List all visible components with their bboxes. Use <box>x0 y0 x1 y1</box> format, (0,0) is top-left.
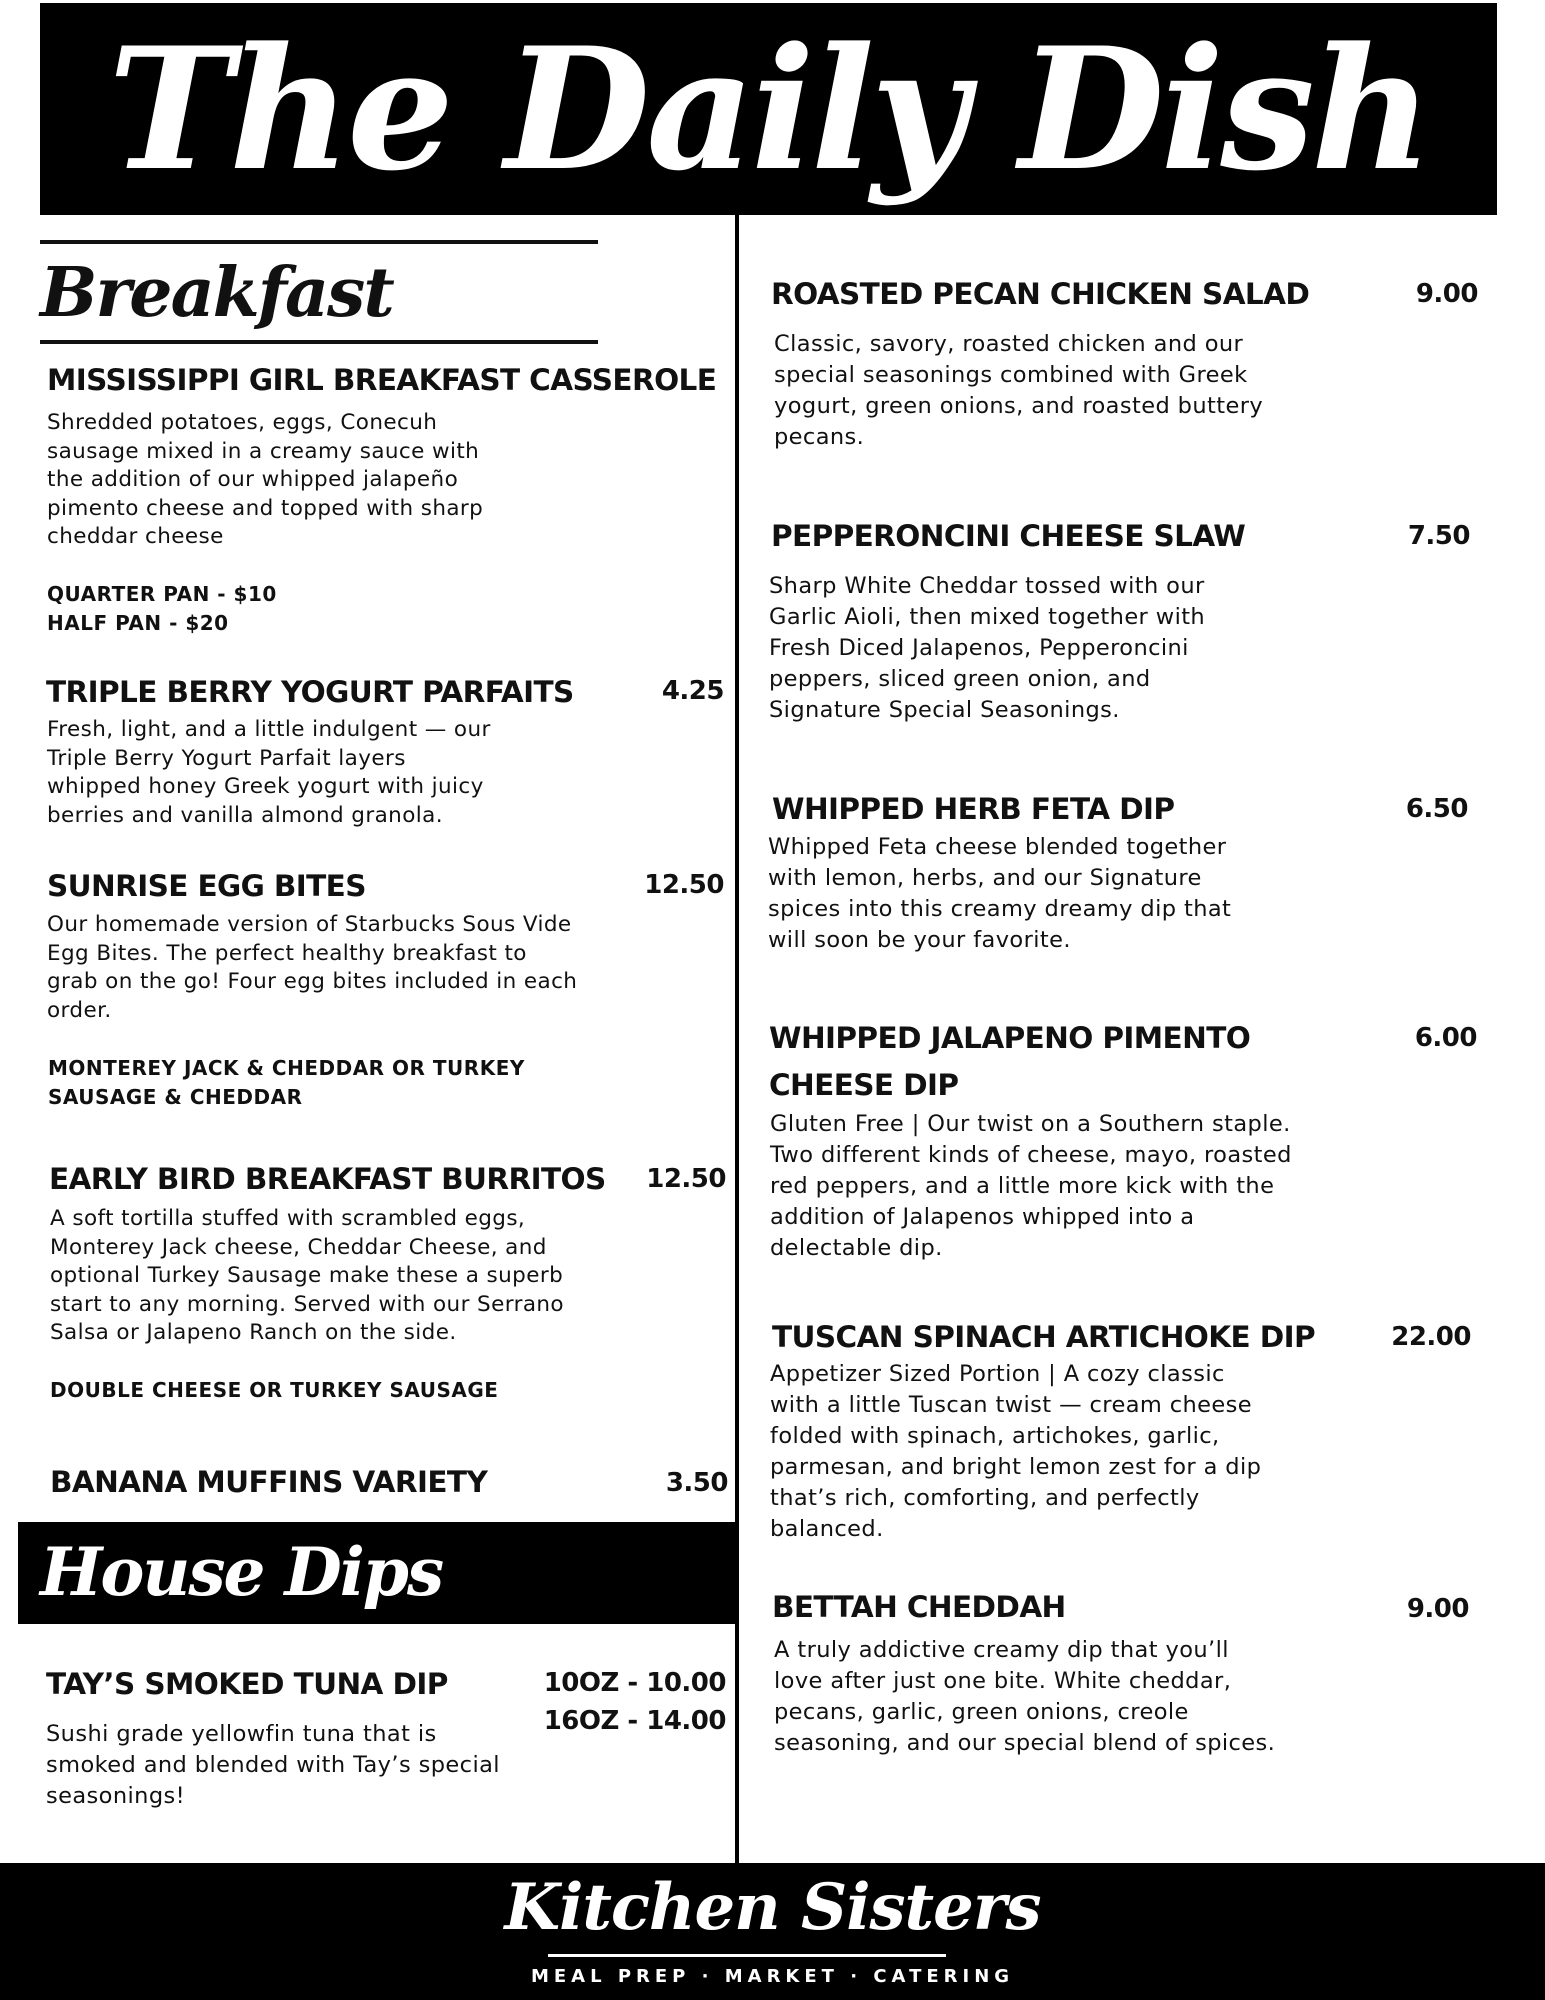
breakfast-rule-bottom <box>40 340 598 344</box>
menu-item-description: Sharp White Cheddar tossed with our Garlic Aioli, then mixed together with Fresh Diced Jalapenos, Pepperoncini peppers, sliced green onion, and Signature Special Seasonings. <box>769 573 1206 723</box>
menu-item-description: Classic, savory, roasted chicken and our special seasonings combined with Greek yogurt, green onions, and roasted buttery pecans. <box>774 331 1264 450</box>
footer-brand-logo: Kitchen Sisters <box>504 1870 1041 1945</box>
menu-item-title: WHIPPED JALAPENO PIMENTO <box>769 1021 1251 1055</box>
menu-item-title: SUNRISE EGG BITES <box>47 869 366 903</box>
menu-item-price: 9.00 <box>1406 1594 1469 1624</box>
menu-item-title: TRIPLE BERRY YOGURT PARFAITS <box>46 675 574 709</box>
menu-item-price: 9.00 <box>1415 279 1478 309</box>
menu-item-title: MISSISSIPPI GIRL BREAKFAST CASSEROLE <box>47 363 717 397</box>
menu-item-price: 12.50 <box>644 870 724 900</box>
menu-item-description: Sushi grade yellowfin tuna that is smoked and blended with Tay’s special seasonings! <box>46 1721 500 1809</box>
menu-item-price: 12.50 <box>646 1164 726 1194</box>
menu-item-title: TAY’S SMOKED TUNA DIP <box>46 1667 448 1701</box>
menu-item-price: 3.50 <box>665 1468 728 1498</box>
menu-item-options: MONTEREY JACK & CHEDDAR OR TURKEY SAUSAGE & CHEDDAR <box>48 1056 525 1109</box>
menu-item-description: Gluten Free | Our twist on a Southern staple. Two different kinds of cheese, mayo, roasted red peppers, and a little more kick with the addition of Jalapenos whipped into a delectable dip. <box>770 1111 1292 1261</box>
menu-item-description: Whipped Feta cheese blended together with lemon, herbs, and our Signature spices into this creamy dreamy dip that will soon be your favorite. <box>768 834 1232 953</box>
footer-rule <box>548 1954 946 1957</box>
menu-item-title: PEPPERONCINI CHEESE SLAW <box>771 519 1246 553</box>
footer-tagline: MEAL PREP · MARKET · CATERING <box>530 1966 1015 1987</box>
menu-item-price: 22.00 <box>1391 1322 1471 1352</box>
breakfast-rule-top <box>40 240 598 244</box>
menu-item-price: 6.50 <box>1405 794 1468 824</box>
menu-item-options: QUARTER PAN - $10 HALF PAN - $20 <box>47 582 277 635</box>
menu-item-price: 6.00 <box>1414 1023 1477 1053</box>
page-title: The Daily Dish <box>107 10 1430 208</box>
menu-item-description: A truly addictive creamy dip that you’ll love after just one bite. White cheddar, pecans, garlic, green onions, creole seasoning, and our special blend of spices. <box>774 1637 1276 1756</box>
menu-item-description: A soft tortilla stuffed with scrambled eggs, Monterey Jack cheese, Cheddar Cheese, and optional Turkey Sausage make these a superb start to any morning. Served with our Serrano Salsa or Jalapeno Ranch on the side. <box>50 1206 564 1345</box>
menu-item-title: EARLY BIRD BREAKFAST BURRITOS <box>49 1162 606 1196</box>
menu-item-description: Our homemade version of Starbucks Sous Vide Egg Bites. The perfect healthy breakfast to grab on the go! Four egg bites included in each order. <box>47 912 578 1023</box>
menu-item-title-line-2: CHEESE DIP <box>769 1068 959 1102</box>
menu-item-title: ROASTED PECAN CHICKEN SALAD <box>771 277 1310 311</box>
menu-item-description: Fresh, light, and a little indulgent — our Triple Berry Yogurt Parfait layers whipped honey Greek yogurt with juicy berries and vanilla almond granola. <box>47 717 491 828</box>
menu-item-title: BANANA MUFFINS VARIETY <box>50 1465 488 1499</box>
section-heading-breakfast: Breakfast <box>40 253 393 333</box>
menu-item-title: WHIPPED HERB FETA DIP <box>772 792 1175 826</box>
menu-item-price-10oz: 10OZ - 10.00 <box>543 1668 726 1698</box>
menu-item-price: 4.25 <box>661 676 724 706</box>
menu-item-title: TUSCAN SPINACH ARTICHOKE DIP <box>772 1320 1316 1354</box>
section-heading-house-dips: House Dips <box>40 1533 443 1611</box>
menu-item-options: DOUBLE CHEESE OR TURKEY SAUSAGE <box>50 1378 499 1402</box>
menu-item-description: Shredded potatoes, eggs, Conecuh sausage mixed in a creamy sauce with the addition of our whipped jalapeño pimento cheese and topped with sharp cheddar cheese <box>47 410 484 549</box>
menu-item-price-16oz: 16OZ - 14.00 <box>543 1706 726 1736</box>
menu-item-price: 7.50 <box>1407 521 1470 551</box>
menu-item-title: BETTAH CHEDDAH <box>772 1590 1066 1624</box>
menu-item-description: Appetizer Sized Portion | A cozy classic with a little Tuscan twist — cream cheese folded with spinach, artichokes, garlic, parmesan, and bright lemon zest for a dip that’s rich, comforting, and perfectly balanced. <box>770 1361 1262 1542</box>
column-divider <box>735 215 739 1863</box>
